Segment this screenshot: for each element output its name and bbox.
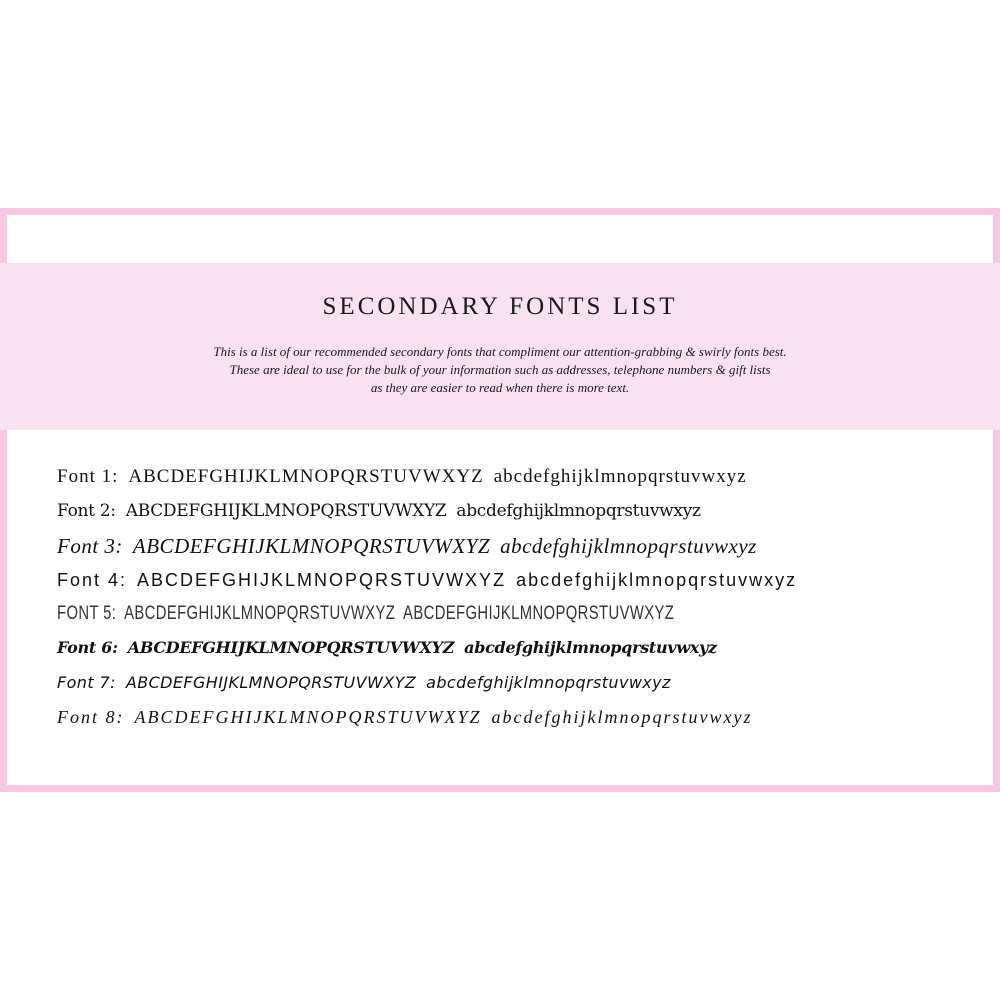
uppercase-sample: ABCDEFGHIJKLMNOPQRSTUVWXYZ bbox=[137, 569, 507, 590]
uppercase-sample: ABCDEFGHIJKLMNOPQRSTUVWXYZ bbox=[127, 638, 455, 658]
font-sample-6 bbox=[57, 633, 987, 667]
font-label: Font 7: bbox=[57, 672, 116, 692]
font-label: Font 6: bbox=[57, 638, 118, 658]
font-label: Font 4: bbox=[57, 569, 128, 590]
lowercase-sample: abcdefghijklmnopqrstuvwxyz bbox=[516, 569, 798, 590]
lowercase-sample: abcdefghijklmnopqrstuvwxyz bbox=[456, 501, 701, 522]
lowercase-sample: abcdefghijklmnopqrstuvwxyz bbox=[426, 672, 671, 692]
intro-line: as they are easier to read when there is more text. bbox=[370, 380, 630, 395]
font-label: FONT 5: bbox=[57, 603, 117, 625]
font-label: Font 2: bbox=[57, 501, 116, 522]
uppercase-sample: ABCDEFGHIJKLMNOPQRSTUVWXYZ bbox=[125, 501, 447, 522]
uppercase-sample: ABCDEFGHIJKLMNOPQRSTUVWXYZ bbox=[134, 707, 482, 728]
lowercase-sample: abcdefghijklmnopqrstuvwxyz bbox=[500, 533, 757, 558]
font-sample-3 bbox=[57, 531, 987, 565]
font-label: Font 8: bbox=[57, 707, 125, 728]
lowercase-sample: abcdefghijklmnopqrstuvwxyz bbox=[491, 707, 753, 728]
lowercase-sample: abcdefghijklmnopqrstuvwxyz bbox=[464, 638, 717, 658]
font-sample-8 bbox=[57, 702, 987, 736]
uppercase-sample: ABCDEFGHIJKLMNOPQRSTUVWXYZ bbox=[128, 466, 484, 487]
page-title: SECONDARY FONTS LIST bbox=[322, 293, 678, 320]
fonts-list bbox=[57, 462, 987, 736]
intro-line: These are ideal to use for the bulk of your information such as addresses, telephone numbers & gift lists bbox=[229, 362, 771, 377]
font-sample-1 bbox=[57, 462, 987, 496]
lowercase-sample: abcdefghijklmnopqrstuvwxyz bbox=[493, 466, 747, 487]
font-sample-7 bbox=[57, 668, 987, 702]
font-sample-2 bbox=[57, 496, 987, 530]
uppercase-sample: ABCDEFGHIJKLMNOPQRSTUVWXYZ bbox=[125, 672, 417, 692]
uppercase-sample: ABCDEFGHIJKLMNOPQRSTUVWXYZ bbox=[132, 533, 491, 558]
font-sample-5 bbox=[57, 599, 987, 633]
font-sample-4 bbox=[57, 565, 987, 599]
intro-line: This is a list of our recommended secondary fonts that compliment our attention-grabbing & swirly fonts best. bbox=[213, 344, 787, 359]
uppercase-sample: ABCDEFGHIJKLMNOPQRSTUVWXYZ bbox=[124, 603, 396, 625]
font-label: Font 3: bbox=[57, 533, 123, 558]
lowercase-sample: ABCDEFGHIJKLMNOPQRSTUVWXYZ bbox=[403, 603, 675, 625]
font-label: Font 1: bbox=[57, 466, 119, 487]
intro-text bbox=[0, 343, 1000, 397]
